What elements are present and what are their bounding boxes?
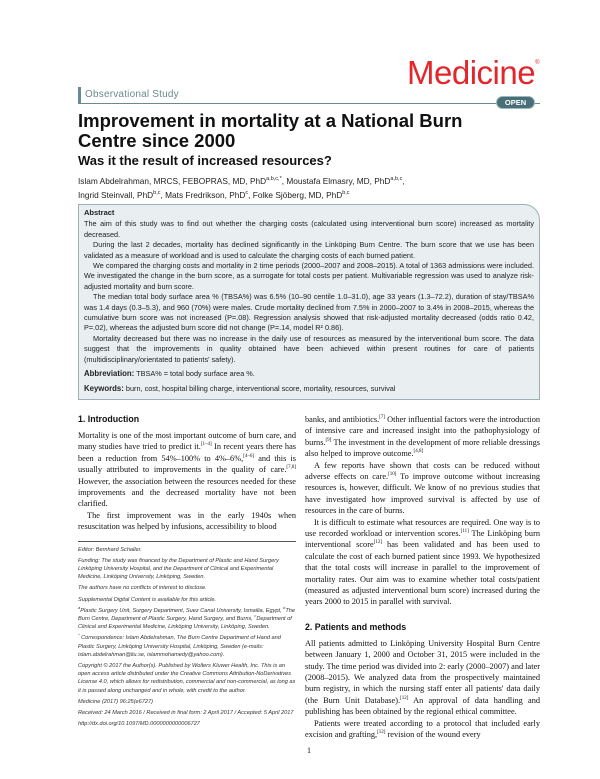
section-heading-methods: 2. Patients and methods: [305, 621, 407, 632]
author: Moustafa Elmasry, MD, PhD$^{a,b,c}$: [286, 175, 403, 186]
citation-ref[interactable]: [10]: [388, 472, 397, 478]
section-text: Observational Study: [85, 89, 179, 100]
keywords: [84, 384, 534, 394]
article-title: Improvement in mortality at a National Burn Centre since 2000: [78, 110, 463, 151]
citation-ref[interactable]: b: [283, 604, 286, 610]
abbreviation-text: TBSA% = total body surface area %.: [136, 369, 255, 379]
journal-name: Medicine: [407, 54, 536, 91]
body-paragraph: [305, 638, 540, 718]
text-run: The investment in the development of more reliable dressings also helped to improve outcome.: [305, 437, 540, 459]
citation-ref[interactable]: [12]: [400, 696, 409, 702]
abbreviations: [84, 369, 534, 379]
text-run: All patients admitted to Linköping University Hospital Burn Centre between January 1, 2000 and October 31, 2015 were included in the study. The time period was divided into 2: early (2000–2007) and later (2008–2015). We analyzed data from the prospectively maintained burn registry, in which the nursing staff enter all patients' data daily (the Burn Unit Database).: [305, 638, 540, 705]
text-run: has been validated and has been used to calculate the cost of each burned patient since 1993. We hypothesized that the total costs will increase in parallel to the improvement of mortality rates. Our aim was to examine whether total costs/patient (measured as adjusted interventional burn score) increased during the years 2000 to 2015 in parallel with survival.: [305, 540, 540, 607]
body-paragraph: [305, 414, 540, 460]
section-heading-introduction: 1. Introduction: [78, 413, 140, 424]
open-access-badge: OPEN: [497, 97, 534, 108]
citation-ref[interactable]: a: [78, 604, 81, 610]
article-header: [78, 111, 508, 201]
body-paragraph: [78, 430, 296, 510]
dates: Received: 24 March 2016 / Received in final form: 2 April 2017 / Accepted: 5 April 2017: [78, 710, 294, 717]
citation: Medicine (2017) 96:25(e6727): [78, 698, 153, 705]
text-run: banks, and antibiotics.: [305, 414, 380, 424]
page-number: 1: [307, 746, 311, 756]
conflicts-note: The authors have no conflicts of interest to disclose.: [78, 585, 207, 592]
registered-mark: ®: [535, 60, 539, 66]
journal-logo: [407, 54, 539, 92]
body-paragraph: [305, 517, 540, 608]
correspondence: [78, 634, 296, 659]
citation-ref[interactable]: [4–6]: [243, 453, 255, 459]
text-run: A few reports have shown that costs can be reduced without adverse effects on care.: [305, 460, 540, 481]
left-column: [78, 414, 296, 741]
abstract-paragraph: We compared the charging costs and mortality in 2 time periods (2000–2007 and 2008–2015). A total of 1363 admissions were included. We investigated the change in the burn score, as a surrogate for total costs per patient. Multivariable regression was used to analyze risk-adjusted mortality and burn score.: [84, 261, 534, 291]
citation-ref[interactable]: c: [254, 613, 257, 619]
abstract-paragraph: The median total body surface area % (TBSA%) was 6.5% (10–90 centile 1.0–31.0), age 33 years (1.3–72.2), duration of stay/TBSA% was 1.4 days (0.3–5.3), and 960 (70%) were males. Crude mortality declined from 7.5% in 2000–2007 to 3.4% in 2008–2015, whereas the cumulative burn score was not increased (P=.08). Regression analysis showed that risk-adjusted mortality decreased (odds ratio 0.42, P=.02), whereas the adjusted burn score did not change (P=.14, model R² 0.86).: [84, 292, 534, 333]
supplemental-note: Supplemental Digital Content is available for this article.: [78, 596, 217, 603]
text-run: In recent years there has been a reduction from 54%–100% to 4%–6%,: [78, 442, 296, 463]
editor-note: Editor: Bernhard Schaller.: [78, 546, 142, 553]
text-run: Patients were treated according to a protocol that included early excision and grafting,: [305, 718, 540, 740]
text-run: It is difficult to estimate what resources are required. One way is to use recorded workload or intervention scores.: [305, 517, 540, 538]
copyright: Copyright © 2017 the Author(s). Published by Wolters Kluwer Health, Inc. This is an open access article distributed under the Creative Commons Attribution-NoDerivatives License 4.0, which allows for redistribution, commercial and non-commercial, as long as it is passed along unchanged and in whole, with credit to the author.: [78, 663, 296, 694]
affiliations: [78, 604, 296, 632]
text-run: Other influential factors were the introduction of intensive care and increased insight into the pathophysiology of burns.: [305, 414, 540, 447]
abstract-heading: Abstract: [84, 208, 115, 217]
body-paragraph: The first improvement was in the early 1940s when resuscitation was helped by infusions, accessibility to blood: [78, 510, 296, 532]
affiliation-marks: a,b,c,*: [266, 176, 282, 182]
abstract-paragraph: The aim of this study was to find out whether the charging costs (calculated using interventional burn score) increased as mortality decreased.: [84, 219, 534, 239]
author: Ingrid Steinvall, PhD$^{b,c}$: [78, 189, 161, 200]
affiliation-marks: c: [245, 189, 249, 196]
funding-note: Funding: The study was financed by the Department of Plastic and Hand Surgery Linköping University Hospital, and the Department of Clinical and Experimental Medicine, Linköping University, Linköping, Sweden.: [78, 557, 279, 581]
text-run: Mortality is one of the most important outcome of burn care, and many studies have tried to predict it.: [78, 430, 296, 452]
text-run: Department of Clinical and Experimental Medicine, Linköping University, Linköping, Sweden.: [78, 615, 292, 631]
affiliation-marks: b,c: [153, 189, 161, 196]
text-run: However, the association between the resources needed for these improvements and the decreased mortality have not been clarified.: [78, 476, 296, 509]
citation-ref[interactable]: [4,8]: [413, 449, 424, 455]
article-body: [78, 204, 540, 755]
abstract-paragraph: During the last 2 decades, mortality has declined significantly in the Linköping Burn Centre. The burn score that we use has been validated as a measure of workload and is used to calculate the charging costs of each burned patient.: [84, 240, 534, 260]
text-run: Plastic Surgery Unit, Surgery Department, Suez Canal University, Ismailia, Egypt,: [80, 607, 284, 614]
text-run: To improve outcome without increasing resources is, however, difficult. We know of no previous studies that have investigated how improved survival is affected by use of resources in the care of burns.: [305, 471, 540, 516]
keywords-text: burn, cost, hospital billing charge, interventional score, mortality, resources, survival: [125, 383, 396, 393]
abstract-box: [78, 204, 540, 400]
right-column: [305, 414, 540, 741]
text-run: revision of the wound every: [385, 730, 481, 740]
footnotes: [78, 541, 296, 729]
text-run: The Burn Centre, Department of Plastic Surgery, Hand Surgery, and Burns,: [78, 607, 296, 622]
affiliation-marks: b,c: [342, 189, 350, 196]
citation-ref[interactable]: [12]: [377, 730, 386, 736]
article-subtitle: Was it the result of increased resources?: [78, 153, 332, 168]
doi-link[interactable]: http://dx.doi.org/10.1097/MD.0000000000006727: [78, 721, 200, 728]
text-run: An approval of data handling and publishing has been obtained by the regional ethical committee.: [305, 695, 540, 717]
citation-ref[interactable]: [7,8]: [286, 465, 296, 471]
accent-bar: [78, 87, 81, 103]
author-list: Islam Abdelrahman, MRCS, FEBOPRAS, MD, PhD$^{a,b,c,*}$, Moustafa Elmasry, MD, PhD$^{a,b,c}$, Ingrid Steinvall, PhD$^{b,c}$, Mats Fredrikson, PhD$^c$, Folke Sjöberg, MD, PhD$^{b,c}$: [78, 175, 405, 200]
author: Mats Fredrikson, PhD$^c$: [165, 189, 249, 200]
abstract-paragraph: Mortality decreased but there was no increase in the daily use of resources as measured by the interventional burn score. The data suggest that the improvements in quality obtained have been achieved within present routines for care of patients (multidisciplinary/orientated to patients' safety).: [84, 333, 534, 364]
citation-ref[interactable]: [9]: [325, 437, 332, 443]
text-run: and this is usually attributed to improvements in the quality of care.: [78, 453, 296, 475]
citation-ref[interactable]: [7]: [379, 415, 386, 421]
keywords-label: Keywords:: [84, 383, 124, 393]
abbreviation-label: Abbreviation:: [84, 369, 135, 379]
body-paragraph: [305, 460, 540, 517]
text-run: The Linköping burn interventional score: [305, 528, 540, 550]
author: Islam Abdelrahman, MRCS, FEBOPRAS, MD, PhD$^{a,b,c,*}$: [78, 175, 282, 186]
citation-ref[interactable]: [12]: [373, 540, 382, 546]
citation-ref[interactable]: [1–4]: [200, 442, 212, 448]
affiliation-marks: a,b,c: [390, 176, 403, 182]
body-paragraph: [305, 718, 540, 741]
correspondence-text: Correspondence: Islam Abdelrahman, The Burn Centre Department of Hand and Plastic Surgery, Linköping University Hospital, Linköping, Sweden (e-mails: islam.abdelrahman@liu.se, islammohamedy@yahoo.com).: [78, 635, 281, 658]
author: Folke Sjöberg, MD, PhD$^{b,c}$: [252, 189, 350, 200]
body-columns: [78, 414, 540, 741]
citation-ref[interactable]: [11]: [460, 529, 469, 535]
asterisk: *: [78, 632, 80, 638]
